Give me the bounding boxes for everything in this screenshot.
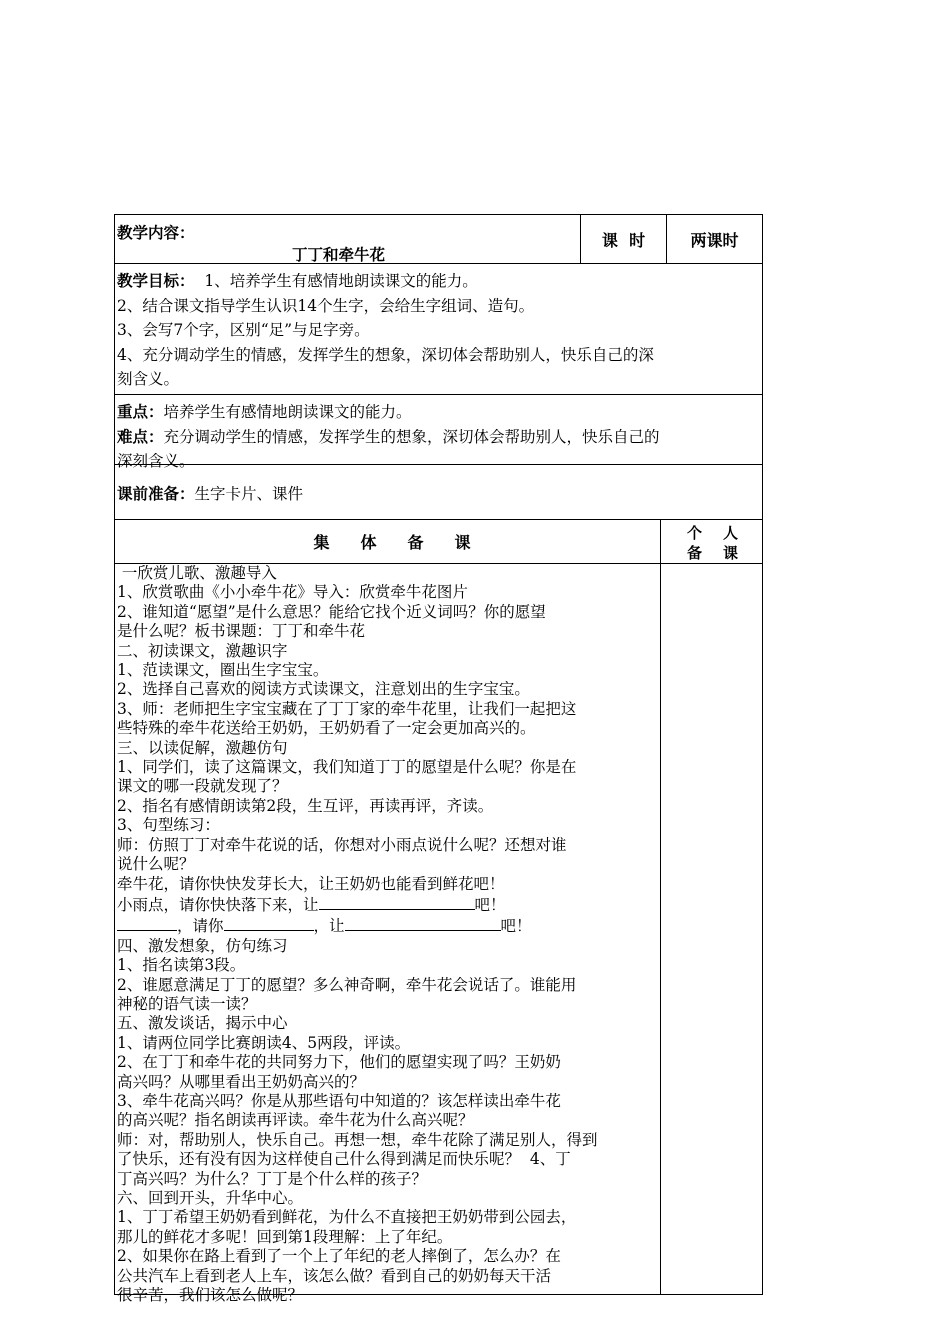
lesson-line: 的高兴呢？指名朗读再评读。牵牛花为什么高兴呢？ (117, 1111, 474, 1130)
lesson-line: 五、激发谈话，揭示中心 (117, 1014, 288, 1033)
lesson-line: 2、谁知道“愿望”是什么意思？能给它找个近义词吗？你的愿望 (117, 602, 546, 621)
group-prep-content (115, 564, 661, 1305)
lesson-line: 3、师：老师把生字宝宝藏在了丁丁家的牵牛花里，让我们一起把这 (117, 699, 577, 718)
lesson-plan-table (114, 214, 763, 1305)
lesson-line: 些特殊的牵牛花送给王奶奶，王奶奶看了一定会更加高兴的。 (117, 719, 536, 738)
lesson-steps-part1 (117, 564, 660, 894)
lesson-line: 牵牛花，请你快快发芽长大，让王奶奶也能看到鲜花吧！ (117, 874, 505, 893)
lesson-line: 公共汽车上看到老人上车，该怎么做？看到自己的奶奶每天干活 (117, 1266, 552, 1285)
lesson-line: 丁高兴吗？为什么？丁丁是个什么样的孩子？ (117, 1169, 428, 1188)
group-prep-header: 集体备课 (115, 520, 661, 563)
lesson-line: 四、激发想象，仿句练习 (117, 936, 288, 955)
content-cell (115, 215, 581, 263)
goal-line: 2、结合课文指导学生认识14个生字，会给生字组词、造句。 (117, 296, 535, 315)
goal-line: 4、充分调动学生的情感，发挥学生的想象，深切体会帮助别人，快乐自己的深 (117, 345, 654, 364)
goals-section (114, 264, 763, 395)
hard-label: 难点： (117, 427, 164, 446)
period-label: 课 时 (581, 215, 667, 263)
lesson-line: 高兴吗？从哪里看出王奶奶高兴的？ (117, 1072, 366, 1091)
lesson-line: 了快乐，还有没有因为这样使自己什么得到满足而快乐呢？ 4、丁 (117, 1150, 571, 1169)
prep-text: 生字卡片、课件 (194, 485, 304, 503)
answer-blank[interactable] (345, 915, 501, 931)
lesson-line: 那儿的鲜花才多呢！回到第1段理解：上了年纪。 (117, 1227, 453, 1246)
answer-blank[interactable] (117, 915, 177, 931)
lesson-line: 一欣赏儿歌、激趣导入 (117, 564, 277, 582)
blank-exercise-line: ，请你 ，让 吧！ (117, 915, 660, 936)
lesson-line: 师：对，帮助别人，快乐自己。再想一想，牵牛花除了满足别人，得到 (117, 1130, 598, 1149)
column-header-row (114, 520, 763, 564)
lesson-line: 1、范读课文，圈出生字宝宝。 (117, 661, 329, 680)
lesson-line: 很辛苦，我们该怎么做呢？ (117, 1286, 304, 1305)
lesson-line: 2、如果你在路上看到了一个上了年纪的老人摔倒了，怎么办？在 (117, 1247, 561, 1266)
lesson-line: 课文的哪一段就发现了？ (117, 777, 288, 796)
key-label: 重点： (117, 403, 164, 421)
lesson-line: 神秘的语气读一读？ (117, 994, 257, 1013)
goal-line: 刻含义。 (117, 370, 180, 388)
hard-line: 难点：充分调动学生的情感，发挥学生的想象，深切体会帮助别人，快乐自己的 (117, 427, 660, 446)
lesson-line: 2、在丁丁和牵牛花的共同努力下，他们的愿望实现了吗？王奶奶 (117, 1053, 561, 1072)
lesson-line: 六、回到开头，升华中心。 (117, 1189, 304, 1207)
prep-section (114, 465, 763, 520)
personal-prep-content[interactable] (661, 564, 762, 1294)
keypoints-section (114, 395, 763, 470)
goal-line: 3、会写7个字，区别“足”与足字旁。 (117, 321, 370, 339)
lesson-line: 1、欣赏歌曲《小小牵牛花》导入：欣赏牵牛花图片 (117, 583, 468, 602)
lesson-line: 1、同学们，读了这篇课文，我们知道丁丁的愿望是什么呢？你是在 (117, 758, 577, 777)
answer-blank[interactable] (224, 915, 314, 931)
lesson-line: 师：仿照丁丁对牵牛花说的话，你想对小雨点说什么呢？还想对谁 (117, 835, 567, 854)
personal-prep-header: 个 人 备 课 (687, 524, 739, 562)
lesson-body-row (114, 564, 763, 1305)
goal-line: 教学目标： 1、培养学生有感情地朗读课文的能力。 (117, 272, 478, 290)
hard-line: 深刻含义。 (117, 452, 195, 470)
lesson-steps-part2 (117, 937, 660, 1306)
lesson-line: 1、请两位同学比赛朗读4、5两段，评读。 (117, 1033, 411, 1052)
blank-exercise-line: 小雨点，请你快快落下来，让 吧！ (117, 895, 506, 914)
content-label: 教学内容： (117, 224, 195, 242)
lesson-line: 3、句型练习： (117, 816, 220, 835)
lesson-line: 1、指名读第3段。 (117, 956, 246, 975)
lesson-line: 2、谁愿意满足丁丁的愿望？多么神奇啊，牵牛花会说话了。谁能用 (117, 975, 577, 994)
lesson-line: 是什么呢？板书课题：丁丁和牵牛花 (117, 622, 366, 641)
lesson-line: 说什么呢？ (117, 855, 195, 874)
lesson-line: 三、以读促解，激趣仿句 (117, 738, 288, 757)
lesson-line: 1、丁丁希望王奶奶看到鲜花，为什么不直接把王奶奶带到公园去， (117, 1208, 577, 1227)
answer-blank[interactable] (319, 894, 475, 910)
header-row (114, 214, 763, 264)
lesson-line: 2、指名有感情朗读第2段，生互评，再读再评，齐读。 (117, 796, 494, 815)
lesson-line: 3、牵牛花高兴吗？你是从那些语句中知道的？该怎样读出牵牛花 (117, 1091, 561, 1110)
prep-label: 课前准备： (117, 485, 195, 503)
period-value: 两课时 (690, 230, 739, 250)
lesson-title: 丁丁和牵牛花 (292, 246, 386, 264)
key-line: 重点：培养学生有感情地朗读课文的能力。 (117, 403, 412, 421)
lesson-line: 2、选择自己喜欢的阅读方式读课文，注意划出的生字宝宝。 (117, 680, 530, 699)
goals-label: 教学目标： (117, 272, 195, 290)
lesson-line: 二、初读课文，激趣识字 (117, 641, 288, 660)
